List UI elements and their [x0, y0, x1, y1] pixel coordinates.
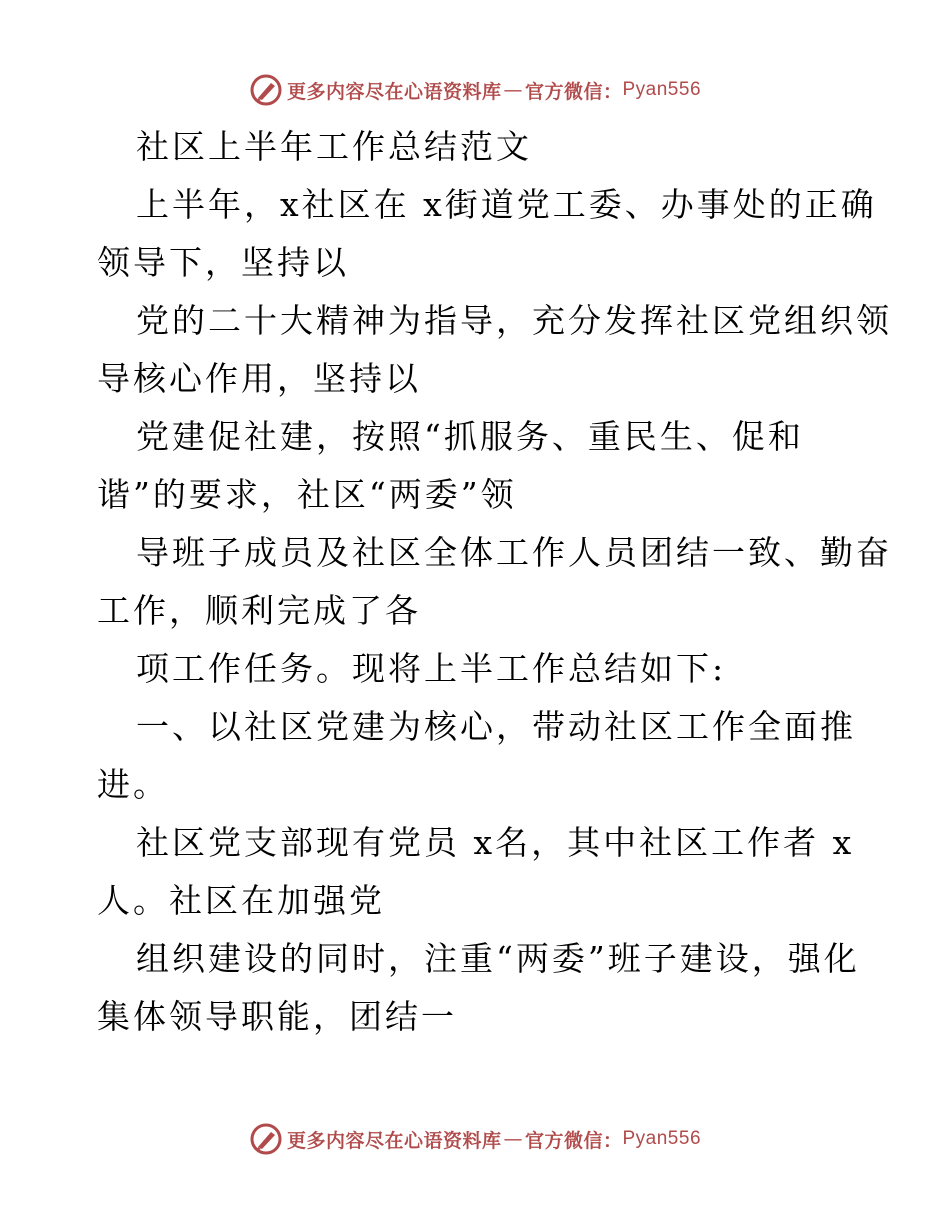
paragraph — [97, 814, 857, 930]
text-line: 领导下，坚持以 — [97, 243, 349, 282]
pen-logo-icon — [249, 1122, 283, 1156]
paragraph — [97, 408, 857, 524]
text-line: 谐”的要求，社区“两委”领 — [97, 475, 517, 514]
text-line: 工作，顺利完成了各 — [97, 591, 421, 630]
text-line: 集体领导职能，团结一 — [97, 997, 457, 1036]
banner-wechat-id: Pyan556 — [622, 79, 702, 100]
text-line: 组织建设的同时，注重“两委”班子建设，强化 — [136, 939, 860, 978]
text-line: 项工作任务。现将上半工作总结如下: — [136, 649, 727, 688]
paragraph — [97, 698, 857, 814]
text-line: 导班子成员及社区全体工作人员团结一致、勤奋 — [136, 533, 892, 572]
text-line: 社区党支部现有党员 x名，其中社区工作者 x — [136, 823, 855, 862]
paragraph — [97, 640, 857, 698]
text-line: 党的二十大精神为指导，充分发挥社区党组织领 — [136, 301, 892, 340]
text-line: 人。社区在加强党 — [97, 881, 385, 920]
banner-dash: — — [503, 79, 523, 101]
banner-dash: — — [503, 1128, 523, 1150]
pen-logo-icon — [249, 73, 283, 107]
header-banner — [0, 72, 950, 108]
document-body — [97, 118, 892, 1046]
paragraph — [97, 292, 892, 408]
text-line: 一、以社区党建为核心，带动社区工作全面推 — [136, 707, 856, 746]
banner-wechat-label: 官方微信： — [524, 1129, 623, 1152]
banner-text: 更多内容尽在心语资料库 — [286, 1129, 502, 1152]
paragraph — [97, 176, 877, 292]
text-line: 导核心作用，坚持以 — [97, 359, 421, 398]
banner-wechat-id: Pyan556 — [622, 1128, 702, 1149]
paragraph — [97, 930, 860, 1046]
text-line: 社区上半年工作总结范文 — [136, 127, 532, 166]
document-title — [97, 118, 857, 176]
text-line: 进。 — [97, 765, 169, 804]
banner-wechat-label: 官方微信： — [524, 80, 623, 103]
paragraph — [97, 524, 892, 640]
text-line: 上半年，x社区在 x街道党工委、办事处的正确 — [136, 185, 877, 224]
footer-banner — [0, 1121, 950, 1157]
banner-text: 更多内容尽在心语资料库 — [286, 80, 502, 103]
text-line: 党建促社建，按照“抓服务、重民生、促和 — [136, 417, 804, 456]
